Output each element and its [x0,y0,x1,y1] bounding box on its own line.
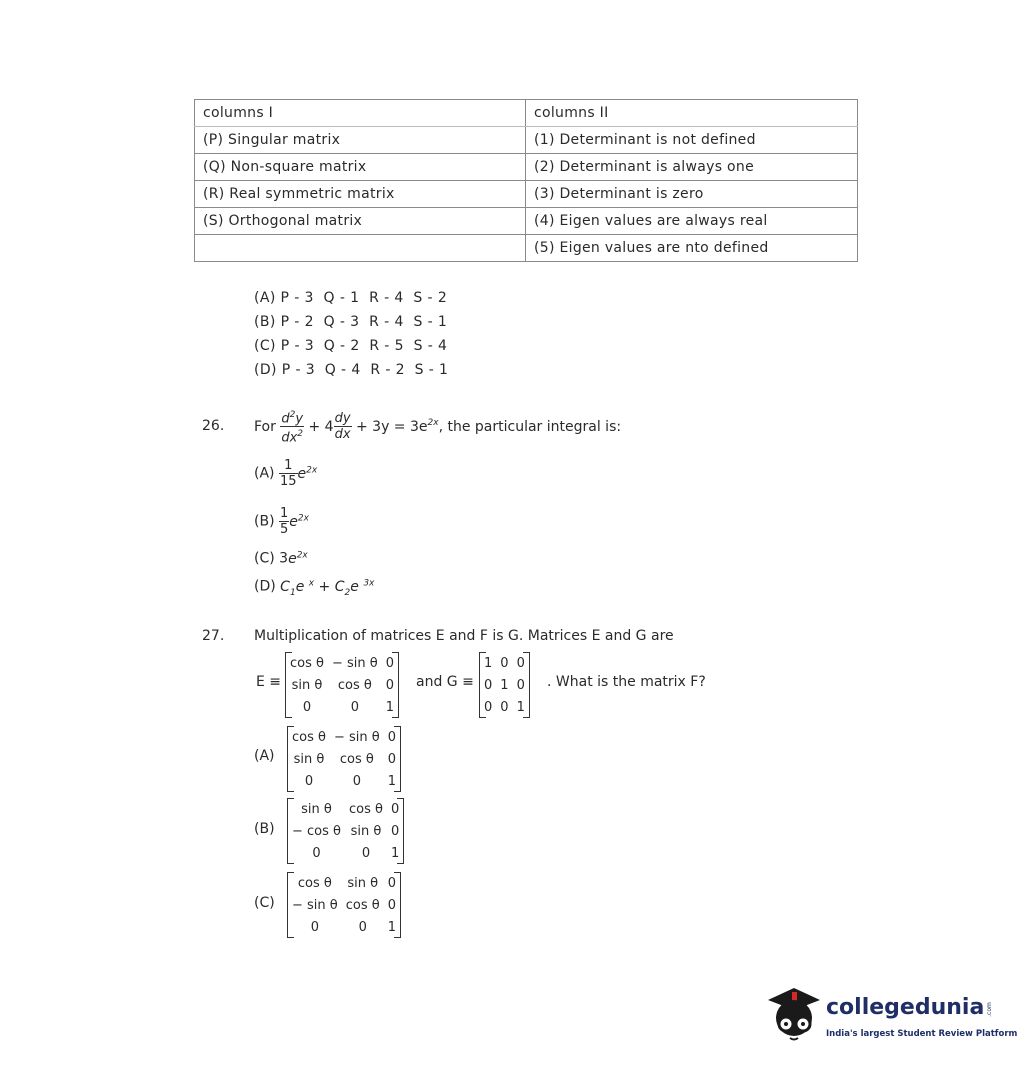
matrix-row [288,842,403,864]
table-cell: (4) Eigen values are always real [526,208,858,235]
table-header-row [195,100,858,127]
matrix-cell: cos θ [339,751,374,767]
matrix-row [480,674,529,696]
q26-option-a: (A) $\frac{1}{15}$ $e^{2x}$ [254,458,318,489]
matrix-cell: 1 [390,845,400,861]
matrix-row [286,696,398,718]
matrix-cell: 0 [516,655,525,671]
q26-option-b: (B) $\frac{1}{5}$ $e^{2x}$ [254,506,309,537]
matrix-row [288,894,400,916]
option-label: (C) [254,550,275,567]
matrix-row [288,798,403,820]
matrix-cell: 0 [385,655,394,671]
matrix-row [288,770,400,792]
q25-option-b: (B) P - 2 Q - 3 R - 4 S - 1 [254,314,448,330]
column-1-header: columns I [195,100,526,127]
dy-dx-fraction: $\frac{dy}{dx}$ [334,411,351,443]
logo-tagline: India's largest Student Review Platform [826,1029,1018,1039]
q25-option-d: (D) P - 3 Q - 4 R - 2 S - 1 [254,362,449,378]
matrix-cell: 1 [516,699,525,715]
matrix-cell: 1 [387,773,396,789]
option-label: (D) [254,578,276,595]
matrix-cell: 0 [361,845,371,861]
matrix-cell: 1 [500,677,509,693]
q25-option-a: (A) P - 3 Q - 1 R - 4 S - 2 [254,290,448,306]
matrix-cell: 0 [387,897,396,913]
matrix-cell: sin θ [347,875,379,891]
and-g-label: and G ≡ [416,674,474,690]
question-27-stem: Multiplication of matrices E and F is G. Matrices E and G are [254,628,674,644]
matrix-cell: 0 [516,677,525,693]
question-26-number: 26. [202,418,225,434]
option-label: (A) [254,465,275,482]
table-cell: (R) Real symmetric matrix [195,181,526,208]
matrix-cell: cos θ [337,677,372,693]
graduate-mascot-icon [764,980,824,1048]
matrix-row [288,726,400,748]
table-cell: (P) Singular matrix [195,127,526,154]
matrix-cell: 0 [310,919,320,935]
matrix-row [288,820,403,842]
table-row [195,235,858,262]
matrix-cell: cos θ [292,729,326,745]
matrix-cell: 0 [304,773,314,789]
table-cell: (Q) Non-square matrix [195,154,526,181]
matrix-cell: cos θ [290,655,324,671]
matrix-cell: 0 [387,751,396,767]
matrix-row [288,872,400,894]
logo-name: collegedunia [826,995,985,1020]
matrix-row [286,652,398,674]
matrix-cell: 0 [385,677,394,693]
logo-suffix: .com [985,1002,993,1017]
matrix-cell: 1 [387,919,396,935]
matrix-cell: 0 [500,655,509,671]
matrix-e [285,652,399,718]
q25-option-c: (C) P - 3 Q - 2 R - 5 S - 4 [254,338,448,354]
matrix-cell: 0 [390,823,400,839]
table-cell [195,235,526,262]
matrix-row [480,652,529,674]
q26-option-d: (D) $C_1e$ $^x + C_2e$ $^{3x}$ [254,578,375,598]
question-27-number: 27. [202,628,225,644]
option-label: (B) [254,513,275,530]
matrix-cell: cos θ [349,801,383,817]
column-2-header: columns II [526,100,858,127]
matrix-cell: 0 [302,699,312,715]
matrix-cell: − sin θ [331,655,378,671]
table-cell: (S) Orthogonal matrix [195,208,526,235]
q27-question: . What is the matrix F? [547,674,706,690]
matrix-row [288,916,400,938]
matrix-row [286,674,398,696]
matrix-row [480,696,529,718]
table-cell: (5) Eigen values are nto defined [526,235,858,262]
matrix-cell: 0 [358,919,367,935]
table-row [195,154,858,181]
matrix-cell: 0 [387,875,396,891]
d2y-dx2-fraction: $\frac{d^2y}{dx^2}$ [281,410,304,446]
q27-option-a-label: (A) [254,748,275,764]
matrix-option-a [287,726,401,792]
table-row [195,181,858,208]
question-26-stem: For $\frac{d^2y}{dx^2}$ + 4 $\frac{dy}{dx}$ + $3y = 3e^{2x}$, the particular integral is: [254,410,622,446]
q26-option-c: (C) $3e^{2x}$ [254,550,308,567]
matrix-cell: sin θ [350,823,382,839]
matrix-cell: 1 [385,699,394,715]
matrix-cell: sin θ [293,751,325,767]
e-label: E ≡ [256,674,282,690]
q26-tail: , the particular integral is: [438,418,622,435]
table-row [195,127,858,154]
table-cell: (3) Determinant is zero [526,181,858,208]
matrix-cell: 0 [350,699,359,715]
matching-table [194,99,858,262]
q27-option-c-label: (C) [254,895,275,911]
table-row [195,208,858,235]
matrix-cell: 1 [484,655,493,671]
matrix-g [479,652,530,718]
matrix-cell: sin θ [301,801,332,817]
q27-option-b-label: (B) [254,821,275,837]
matrix-cell: 0 [390,801,400,817]
matrix-cell: 0 [352,773,361,789]
matrix-cell: cos θ [345,897,380,913]
q26-lead: For [254,418,276,435]
matrix-cell: 0 [500,699,509,715]
table-cell: (1) Determinant is not defined [526,127,858,154]
table-cell: (2) Determinant is always one [526,154,858,181]
matrix-row [288,748,400,770]
matrix-option-b [287,798,404,864]
matrix-cell: cos θ [297,875,332,891]
matrix-cell: 0 [484,677,493,693]
matrix-cell: − sin θ [333,729,380,745]
matrix-cell: sin θ [291,677,323,693]
matrix-cell: − sin θ [292,897,338,913]
matrix-cell: 0 [312,845,321,861]
matrix-cell: 0 [387,729,396,745]
matrix-cell: − cos θ [292,823,341,839]
matrix-option-c [287,872,401,938]
matrix-cell: 0 [484,699,493,715]
